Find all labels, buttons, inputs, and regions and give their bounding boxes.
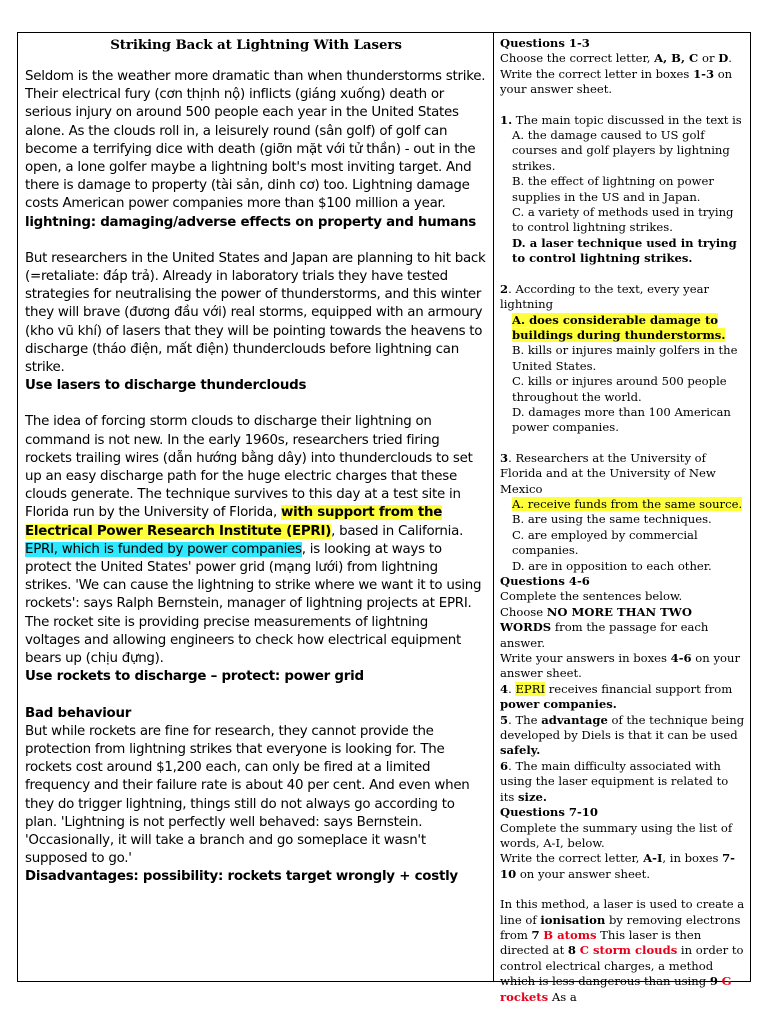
text-run: NO MORE THAN TWO WORDS <box>500 604 692 635</box>
answer-9: G rockets <box>500 974 732 1004</box>
question-number: 4 <box>500 681 509 696</box>
question-4 <box>500 682 746 713</box>
text-run: D <box>718 51 729 66</box>
highlight-keyword: EPRI <box>515 681 546 696</box>
question-1-option-a: A. the damage caused to US golf courses and golf players by lightning strikes. <box>512 128 730 173</box>
gap-number: 9 <box>709 974 718 989</box>
question-6 <box>500 759 746 805</box>
text-run: The main topic discussed in the text is <box>512 112 742 127</box>
section-heading-bad-behaviour: Bad behaviour <box>25 705 132 721</box>
questions-4-6-instruction-2 <box>500 605 746 651</box>
questions-4-6-instruction-3 <box>500 651 746 682</box>
questions-4-6-heading: Questions 4-6 <box>500 574 590 588</box>
keyword: ionisation <box>540 912 606 927</box>
text-run: on your answer sheet. <box>516 866 651 881</box>
text-run: or <box>698 51 719 66</box>
text-run: Choose the correct letter, <box>500 51 655 66</box>
question-number: 2 <box>500 281 509 296</box>
answer-8: C storm clouds <box>579 943 678 958</box>
question-3-option-d: D. are in opposition to each other. <box>512 558 712 573</box>
text-run: This laser is then directed at <box>500 927 702 958</box>
question-1-option-b: B. the effect of lightning on power supplies in the US and in Japan. <box>512 174 714 204</box>
text-run: in order to control electrical charges, a method which is less dangerous than using <box>500 943 744 989</box>
text-run: on your answer sheet. <box>500 651 740 681</box>
gap-number: 7 <box>531 927 540 942</box>
question-3-option-b: B. are using the same techniques. <box>512 512 712 527</box>
text-run: receives financial support from <box>545 681 733 696</box>
text-run: by removing electrons from <box>500 912 741 942</box>
text-run: A, B, C <box>654 51 699 66</box>
questions-4-6-instruction-1: Complete the sentences below. <box>500 589 683 604</box>
note-3: Use rockets to discharge – protect: power grid <box>25 669 364 685</box>
question-1-option-d: D. a laser technique used in trying to control lightning strikes. <box>512 235 737 266</box>
highlight-epri-funding: EPRI, which is funded by power companies <box>25 541 302 557</box>
reading-passage <box>18 33 494 981</box>
answer-text: safely. <box>500 743 541 758</box>
text-run: . According to the text, every year lightning <box>500 281 710 312</box>
question-3-option-a <box>500 497 746 512</box>
worksheet-table <box>17 32 751 1004</box>
passage-title: Striking Back at Lightning With Lasers <box>110 37 402 53</box>
question-number: 1. <box>500 112 513 127</box>
question-2-option-c: C. kills or injures around 500 people throughout the world. <box>512 374 727 404</box>
question-5 <box>500 713 746 759</box>
text-run: Write your answers in boxes <box>500 651 671 666</box>
question-2-stem <box>500 282 746 313</box>
text-run: 1-3 <box>693 66 715 81</box>
note-2: Use lasers to discharge thunderclouds <box>25 378 307 394</box>
text-run: on your answer sheet. <box>500 66 733 97</box>
text-run: Choose <box>500 604 547 619</box>
paragraph-3 <box>25 413 487 668</box>
question-number: 3 <box>500 450 509 465</box>
paragraph-1: Seldom is the weather more dramatic than when thunderstorms strike. Their electrical fury (cơn thịnh nộ) inflicts (giáng xuống) death or serious injury on around 500 people each year in the United States alone. As the clouds roll in, a leisurely round (sân golf) of golf can become a terrifying dice with death (giỡn mặt với tử thần) - out in the open, a lone golfer maybe a lightning bolt's most inviting target. And there is damage to property (tài sản, dinh cơ) too. Lightning damage costs American power companies more than $100 million a year. <box>25 69 486 212</box>
text-run: of the technique being developed by Diels is that it can be used <box>500 712 745 743</box>
summary-text <box>500 897 746 1005</box>
text-run: A-I <box>643 851 663 866</box>
question-1-option-c: C. a variety of methods used in trying to control lightning strikes. <box>512 205 734 235</box>
question-3-stem <box>500 451 746 497</box>
answer-7: B atoms <box>543 927 597 942</box>
paragraph-4: But while rockets are fine for research, they cannot provide the protection from lightning strikes that everyone is looking for. The rockets cost around $1,200 each, can only be fired at a limited frequency and their failure rate is about 40 per cent. And even when they do trigger lightning, things still do not always go according to plan. 'Lightning is not perfectly well behaved: says Bernstein. 'Occasionally, it will take a branch and go someplace it wasn't supposed to go.' <box>25 723 470 867</box>
text-run: , is looking at ways to protect the United States' power grid (mạng lưới) from lightning strikes. 'We can cause the lightning to strike where we want it to using rockets': says Ralph Bernstein, manager of lightning projects at EPRI. The rocket site is providing precise measurements of lightning voltages and allowing engineers to check how electrical equipment bears up (chịu đựng). <box>25 541 482 667</box>
gap-number: 8 <box>567 943 576 958</box>
answer-text: power companies. <box>500 697 617 712</box>
highlight-answer: A. receive funds from the same source. <box>512 496 743 511</box>
text-run: . Write the correct letter in boxes <box>500 51 732 81</box>
paragraph-2: But researchers in the United States and Japan are planning to hit back (=retaliate: đáp trả). Already in laboratory trials they have tested strategies for neutralising the power of thunderstorms, and this winter they will brave (đương đầu với) real storms, equipped with an armoury (kho vũ khí) of lasers that they will be pointing towards the heavens to discharge (tháo điện, mất điện) thunderclouds before lightning can strike. <box>25 250 486 376</box>
question-number: 6 <box>500 758 509 773</box>
question-1-stem <box>500 113 746 128</box>
text-run: , based in California. <box>331 523 464 539</box>
question-2-option-d: D. damages more than 100 American power companies. <box>512 404 731 435</box>
keyword: advantage <box>541 712 608 727</box>
questions-7-10-heading: Questions 7-10 <box>500 805 598 820</box>
text-run: from the passage for each answer. <box>500 620 709 650</box>
question-2-option-a <box>500 313 746 344</box>
text-run: In this method, a laser is used to create a line of <box>500 897 745 927</box>
text-run: Write the correct letter, <box>500 851 644 866</box>
questions-7-10-instruction-1: Complete the summary using the list of words, A-I, below. <box>500 820 733 850</box>
highlight-answer: A. does considerable damage to buildings during thunderstorms. <box>512 312 726 342</box>
question-2-option-b: B. kills or injures mainly golfers in the United States. <box>512 343 738 373</box>
note-1: lightning: damaging/adverse effects on property and humans <box>25 214 477 230</box>
text-run: 4-6 <box>670 651 692 666</box>
questions-7-10-instruction-2 <box>500 851 746 882</box>
question-number: 5 <box>500 712 509 727</box>
text-run: The idea of forcing storm clouds to discharge their lightning on command is not new. In the early 1960s, researchers tried firing rockets trailing wires (dẫn hướng bằng dây) into thunderclouds to set up an easy discharge path for the huge electric charges that these clouds generate. The technique survives to this day at a test site in Florida run by the University of Florida, <box>25 414 473 521</box>
note-4: Disadvantages: possibility: rockets target wrongly + costly <box>25 869 458 885</box>
text-run: . Researchers at the University of Florida and at the University of New Mexico <box>500 450 716 496</box>
text-run: . The main difficulty associated with using the laser equipment is related to its <box>500 758 729 804</box>
text-run: As a <box>548 989 577 1004</box>
answer-text: size. <box>518 789 547 804</box>
questions-1-3-heading: Questions 1-3 <box>500 36 590 50</box>
highlight-epri-support: with support from the Electrical Power Research Institute (EPRI) <box>25 505 443 539</box>
question-3-option-c: C. are employed by commercial companies. <box>512 527 698 558</box>
questions-column <box>494 33 751 1004</box>
text-run: . The <box>508 712 542 727</box>
text-run: . <box>508 681 516 696</box>
questions-1-3-instructions <box>500 51 746 97</box>
text-run: , in boxes <box>662 851 723 866</box>
text-run: 7-10 <box>500 851 735 881</box>
